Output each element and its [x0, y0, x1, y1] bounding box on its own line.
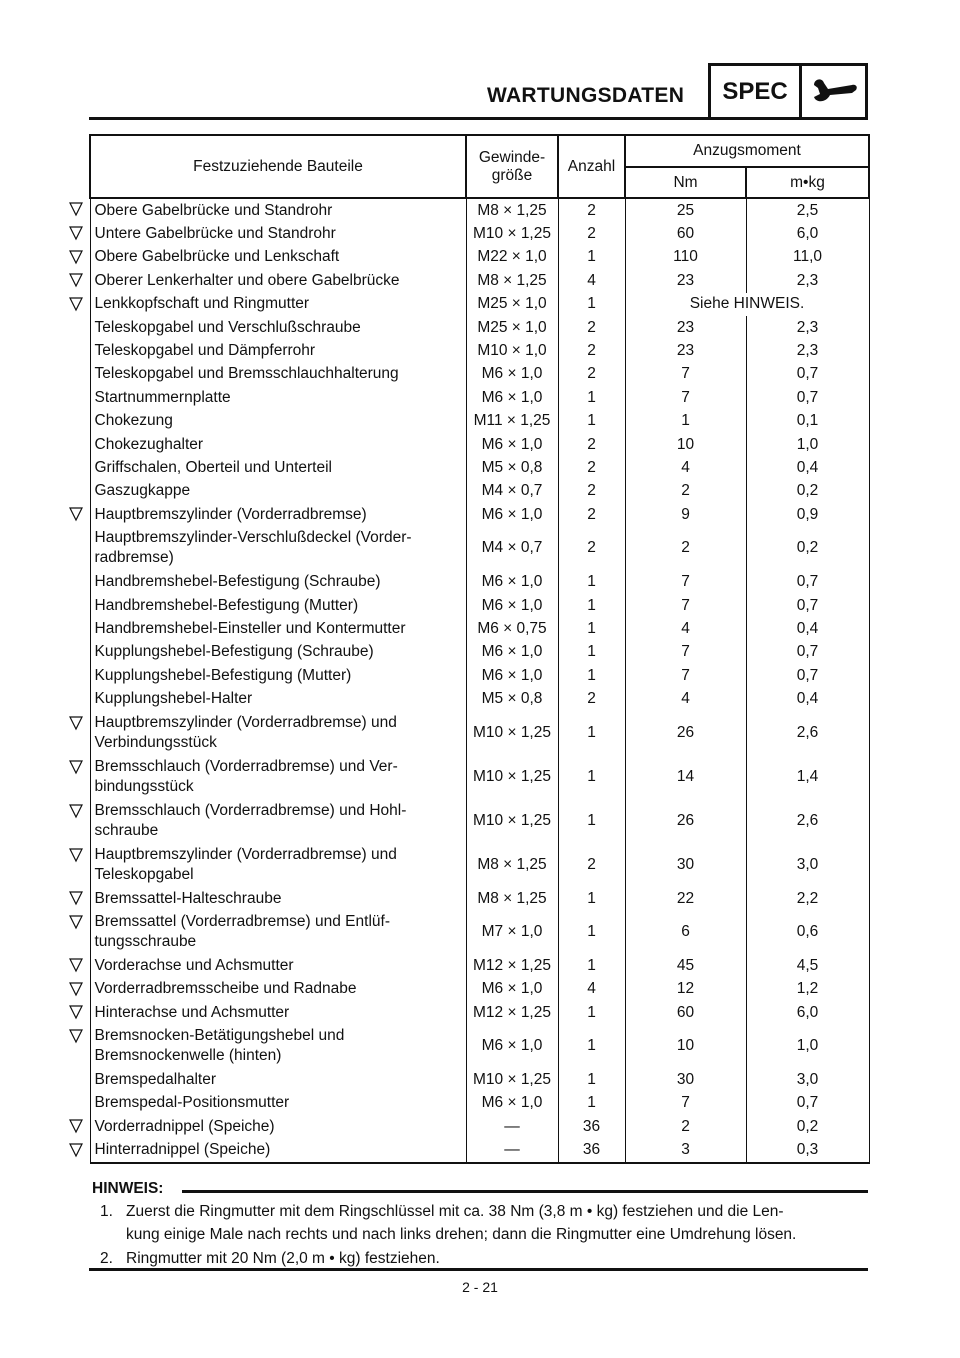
torque-mkg: 0,7 [746, 594, 869, 617]
part-name: Bremspedal-Positionsmutter [90, 1092, 466, 1115]
note-item [92, 1200, 862, 1246]
triangle-marker-icon [66, 1004, 86, 1022]
quantity: 1 [558, 641, 625, 664]
quantity: 1 [558, 386, 625, 409]
table-row [90, 641, 869, 664]
col-header-part: Festzuziehende Bauteile [90, 135, 466, 198]
thread-size: — [466, 1139, 558, 1163]
part-name: Kupplungshebel-Befestigung (Schraube) [90, 641, 466, 664]
quantity: 1 [558, 246, 625, 269]
table-row [90, 456, 869, 479]
table-row [90, 594, 869, 617]
torque-mkg: 0,3 [746, 1139, 869, 1163]
torque-nm: 26 [625, 799, 746, 843]
torque-nm: 7 [625, 363, 746, 386]
triangle-marker-icon [66, 759, 86, 777]
torque-nm: 30 [625, 843, 746, 887]
quantity: 1 [558, 594, 625, 617]
thread-size: M8 × 1,25 [466, 843, 558, 887]
note-item [92, 1247, 862, 1270]
table-row [90, 198, 869, 222]
torque-nm: 4 [625, 456, 746, 479]
part-name: Hinterradnippel (Speiche) [90, 1139, 466, 1163]
torque-mkg: 0,7 [746, 363, 869, 386]
quantity: 1 [558, 755, 625, 799]
torque-nm: 9 [625, 503, 746, 526]
torque-nm: 22 [625, 887, 746, 910]
thread-size: M11 × 1,25 [466, 410, 558, 433]
table-row [90, 1115, 869, 1138]
triangle-marker-icon [66, 249, 86, 267]
part-name: Hauptbremszylinder (Vorderradbremse) und Verbindungsstück [90, 711, 466, 755]
thread-size: M12 × 1,25 [466, 1001, 558, 1024]
thread-size: M6 × 1,0 [466, 433, 558, 456]
part-name: Bremsschlauch (Vorderradbremse) und Ver- bindungsstück [90, 755, 466, 799]
torque-mkg: 2,2 [746, 887, 869, 910]
torque-mkg: 0,7 [746, 386, 869, 409]
torque-nm: 26 [625, 711, 746, 755]
table-row [90, 755, 869, 799]
thread-size: M6 × 1,0 [466, 386, 558, 409]
thread-size: M6 × 1,0 [466, 1092, 558, 1115]
triangle-marker-icon [66, 981, 86, 999]
part-name: Gaszugkappe [90, 480, 466, 503]
part-name: Vorderradbremsscheibe und Radnabe [90, 978, 466, 1001]
part-name: Teleskopgabel und Bremsschlauchhalterung [90, 363, 466, 386]
table-row [90, 269, 869, 292]
triangle-marker-icon [66, 225, 86, 243]
torque-nm: 4 [625, 617, 746, 640]
table-row [90, 526, 869, 570]
table-row [90, 222, 869, 245]
torque-mkg: 0,2 [746, 480, 869, 503]
triangle-marker-icon [66, 506, 86, 524]
quantity: 2 [558, 363, 625, 386]
quantity: 4 [558, 269, 625, 292]
thread-size: M8 × 1,25 [466, 269, 558, 292]
table-row [90, 664, 869, 687]
note-text: Zuerst die Ringmutter mit dem Ringschlüssel mit ca. 38 Nm (3,8 m • kg) festziehen und die Len- kung einige Male nach rechts und nach links drehen; dann die Ringmutter eine Umdrehung lösen. [126, 1203, 797, 1243]
thread-size: M5 × 0,8 [466, 456, 558, 479]
torque-mkg: 0,1 [746, 410, 869, 433]
torque-mkg: 0,9 [746, 503, 869, 526]
col-header-qty: Anzahl [558, 135, 625, 198]
thread-size: — [466, 1115, 558, 1138]
part-name: Hinterachse und Achsmutter [90, 1001, 466, 1024]
torque-nm: 2 [625, 1115, 746, 1138]
triangle-marker-icon [66, 847, 86, 865]
part-name: Startnummernplatte [90, 386, 466, 409]
thread-size: M6 × 1,0 [466, 641, 558, 664]
thread-size: M12 × 1,25 [466, 954, 558, 977]
table-row [90, 433, 869, 456]
thread-size: M4 × 0,7 [466, 480, 558, 503]
quantity: 2 [558, 433, 625, 456]
table-row [90, 410, 869, 433]
torque-mkg: 0,6 [746, 910, 869, 954]
torque-nm: 4 [625, 687, 746, 710]
part-name: Hauptbremszylinder (Vorderradbremse) [90, 503, 466, 526]
torque-nm: 7 [625, 1092, 746, 1115]
table-row [90, 480, 869, 503]
page-title: WARTUNGSDATEN [487, 84, 685, 107]
part-name: Handbremshebel-Einsteller und Kontermutter [90, 617, 466, 640]
torque-nm: 2 [625, 480, 746, 503]
table-row [90, 386, 869, 409]
torque-nm: 23 [625, 269, 746, 292]
torque-nm: 12 [625, 978, 746, 1001]
table-row [90, 246, 869, 269]
torque-mkg: 0,7 [746, 570, 869, 593]
torque-mkg: 1,4 [746, 755, 869, 799]
thread-size: M10 × 1,25 [466, 1068, 558, 1091]
torque-mkg: 0,7 [746, 641, 869, 664]
part-name: Teleskopgabel und Verschlußschraube [90, 316, 466, 339]
quantity: 1 [558, 410, 625, 433]
table-row [90, 363, 869, 386]
quantity: 1 [558, 799, 625, 843]
quantity: 1 [558, 1024, 625, 1068]
table-row [90, 1068, 869, 1091]
quantity: 2 [558, 503, 625, 526]
part-name: Kupplungshebel-Halter [90, 687, 466, 710]
table-row [90, 954, 869, 977]
thread-size: M6 × 1,0 [466, 664, 558, 687]
torque-nm: 6 [625, 910, 746, 954]
thread-size: M22 × 1,0 [466, 246, 558, 269]
torque-nm: 23 [625, 339, 746, 362]
torque-nm: 45 [625, 954, 746, 977]
torque-mkg: 4,5 [746, 954, 869, 977]
col-header-thread: Gewinde- größe [466, 135, 558, 198]
thread-size: M10 × 1,25 [466, 799, 558, 843]
triangle-marker-icon [66, 1118, 86, 1136]
quantity: 1 [558, 1001, 625, 1024]
torque-mkg: 0,2 [746, 526, 869, 570]
part-name: Oberer Lenkerhalter und obere Gabelbrücke [90, 269, 466, 292]
thread-size: M6 × 1,0 [466, 1024, 558, 1068]
torque-mkg: 0,4 [746, 687, 869, 710]
torque-mkg: 0,2 [746, 1115, 869, 1138]
part-name: Hauptbremszylinder-Verschlußdeckel (Vorder- radbremse) [90, 526, 466, 570]
part-name: Chokezughalter [90, 433, 466, 456]
col-header-nm: Nm [625, 167, 746, 198]
torque-nm: 10 [625, 433, 746, 456]
thread-size: M6 × 1,0 [466, 978, 558, 1001]
torque-mkg: 6,0 [746, 1001, 869, 1024]
torque-mkg: 1,2 [746, 978, 869, 1001]
thread-size: M8 × 1,25 [466, 887, 558, 910]
torque-nm: 7 [625, 570, 746, 593]
triangle-marker-icon [66, 803, 86, 821]
table-row [90, 711, 869, 755]
table-row [90, 1001, 869, 1024]
thread-size: M5 × 0,8 [466, 687, 558, 710]
triangle-marker-icon [66, 272, 86, 290]
part-name: Kupplungshebel-Befestigung (Mutter) [90, 664, 466, 687]
torque-nm: 14 [625, 755, 746, 799]
torque-nm: 1 [625, 410, 746, 433]
part-name: Lenkkopfschaft und Ringmutter [90, 293, 466, 316]
triangle-marker-icon [66, 1028, 86, 1046]
triangle-marker-icon [66, 715, 86, 733]
table-row [90, 293, 869, 316]
table-row [90, 887, 869, 910]
torque-nm: 7 [625, 386, 746, 409]
torque-mkg: 1,0 [746, 433, 869, 456]
quantity: 2 [558, 339, 625, 362]
thread-size: M6 × 1,0 [466, 570, 558, 593]
note-number: 1. [100, 1203, 113, 1220]
thread-size: M6 × 1,0 [466, 363, 558, 386]
wrench-icon [802, 66, 865, 117]
table-row [90, 843, 869, 887]
part-name: Obere Gabelbrücke und Standrohr [90, 198, 466, 222]
table-row [90, 687, 869, 710]
hinweis-label: HINWEIS: [92, 1180, 164, 1197]
torque-nm: 3 [625, 1139, 746, 1163]
table-row [90, 1092, 869, 1115]
torque-note: Siehe HINWEIS. [625, 293, 869, 316]
torque-mkg: 6,0 [746, 222, 869, 245]
part-name: Teleskopgabel und Dämpferrohr [90, 339, 466, 362]
table-row [90, 910, 869, 954]
quantity: 1 [558, 664, 625, 687]
part-name: Griffschalen, Oberteil und Unterteil [90, 456, 466, 479]
thread-size: M8 × 1,25 [466, 198, 558, 222]
thread-size: M10 × 1,0 [466, 339, 558, 362]
thread-size: M7 × 1,0 [466, 910, 558, 954]
torque-table [89, 134, 870, 1164]
triangle-marker-icon [66, 957, 86, 975]
torque-mkg: 1,0 [746, 1024, 869, 1068]
part-name: Vorderradnippel (Speiche) [90, 1115, 466, 1138]
triangle-marker-icon [66, 201, 86, 219]
note-text: Ringmutter mit 20 Nm (2,0 m • kg) festziehen. [126, 1250, 440, 1267]
part-name: Handbremshebel-Befestigung (Schraube) [90, 570, 466, 593]
thread-size: M10 × 1,25 [466, 711, 558, 755]
hinweis-rule [182, 1190, 868, 1193]
quantity: 2 [558, 687, 625, 710]
thread-size: M6 × 0,75 [466, 617, 558, 640]
torque-mkg: 2,3 [746, 316, 869, 339]
torque-nm: 60 [625, 1001, 746, 1024]
torque-mkg: 2,5 [746, 198, 869, 222]
footer-rule [89, 1268, 868, 1271]
quantity: 1 [558, 887, 625, 910]
part-name: Chokezung [90, 410, 466, 433]
quantity: 36 [558, 1139, 625, 1163]
torque-mkg: 11,0 [746, 246, 869, 269]
quantity: 2 [558, 480, 625, 503]
table-row [90, 1024, 869, 1068]
torque-nm: 25 [625, 198, 746, 222]
torque-mkg: 3,0 [746, 843, 869, 887]
thread-size: M25 × 1,0 [466, 316, 558, 339]
part-name: Handbremshebel-Befestigung (Mutter) [90, 594, 466, 617]
torque-mkg: 0,4 [746, 617, 869, 640]
col-header-torque: Anzugsmoment [625, 135, 869, 167]
part-name: Hauptbremszylinder (Vorderradbremse) und Teleskopgabel [90, 843, 466, 887]
torque-nm: 7 [625, 664, 746, 687]
spec-label: SPEC [711, 66, 802, 117]
quantity: 1 [558, 954, 625, 977]
torque-nm: 7 [625, 641, 746, 664]
col-header-mkg: m•kg [746, 167, 869, 198]
quantity: 1 [558, 1068, 625, 1091]
torque-mkg: 0,4 [746, 456, 869, 479]
torque-nm: 23 [625, 316, 746, 339]
header-rule [89, 117, 709, 120]
table-row [90, 339, 869, 362]
page-number: 2 - 21 [462, 1279, 498, 1295]
torque-nm: 110 [625, 246, 746, 269]
table-row [90, 617, 869, 640]
torque-mkg: 3,0 [746, 1068, 869, 1091]
table-row [90, 503, 869, 526]
torque-mkg: 0,7 [746, 1092, 869, 1115]
torque-nm: 10 [625, 1024, 746, 1068]
part-name: Vorderachse und Achsmutter [90, 954, 466, 977]
quantity: 1 [558, 617, 625, 640]
triangle-marker-icon [66, 914, 86, 932]
torque-mkg: 2,6 [746, 711, 869, 755]
triangle-marker-icon [66, 1142, 86, 1160]
thread-size: M6 × 1,0 [466, 503, 558, 526]
quantity: 36 [558, 1115, 625, 1138]
thread-size: M10 × 1,25 [466, 755, 558, 799]
torque-nm: 60 [625, 222, 746, 245]
table-row [90, 1139, 869, 1163]
quantity: 4 [558, 978, 625, 1001]
spec-badge [708, 63, 868, 120]
table-row [90, 570, 869, 593]
quantity: 2 [558, 222, 625, 245]
quantity: 2 [558, 526, 625, 570]
note-number: 2. [100, 1250, 113, 1267]
part-name: Untere Gabelbrücke und Standrohr [90, 222, 466, 245]
torque-nm: 2 [625, 526, 746, 570]
torque-mkg: 2,3 [746, 339, 869, 362]
torque-mkg: 2,3 [746, 269, 869, 292]
thread-size: M25 × 1,0 [466, 293, 558, 316]
part-name: Bremssattel (Vorderradbremse) und Entlüf- tungsschraube [90, 910, 466, 954]
triangle-marker-icon [66, 296, 86, 314]
quantity: 2 [558, 843, 625, 887]
thread-size: M4 × 0,7 [466, 526, 558, 570]
triangle-marker-icon [66, 890, 86, 908]
table-row [90, 978, 869, 1001]
quantity: 1 [558, 1092, 625, 1115]
part-name: Bremssattel-Halteschraube [90, 887, 466, 910]
thread-size: M10 × 1,25 [466, 222, 558, 245]
quantity: 2 [558, 456, 625, 479]
torque-mkg: 2,6 [746, 799, 869, 843]
torque-nm: 7 [625, 594, 746, 617]
quantity: 1 [558, 293, 625, 316]
thread-size: M6 × 1,0 [466, 594, 558, 617]
table-row [90, 799, 869, 843]
part-name: Bremspedalhalter [90, 1068, 466, 1091]
part-name: Bremsnocken-Betätigungshebel und Bremsnockenwelle (hinten) [90, 1024, 466, 1068]
quantity: 2 [558, 198, 625, 222]
quantity: 1 [558, 910, 625, 954]
quantity: 1 [558, 711, 625, 755]
part-name: Obere Gabelbrücke und Lenkschaft [90, 246, 466, 269]
quantity: 1 [558, 570, 625, 593]
part-name: Bremsschlauch (Vorderradbremse) und Hohl- schraube [90, 799, 466, 843]
torque-nm: 30 [625, 1068, 746, 1091]
quantity: 2 [558, 316, 625, 339]
table-row [90, 316, 869, 339]
torque-mkg: 0,7 [746, 664, 869, 687]
